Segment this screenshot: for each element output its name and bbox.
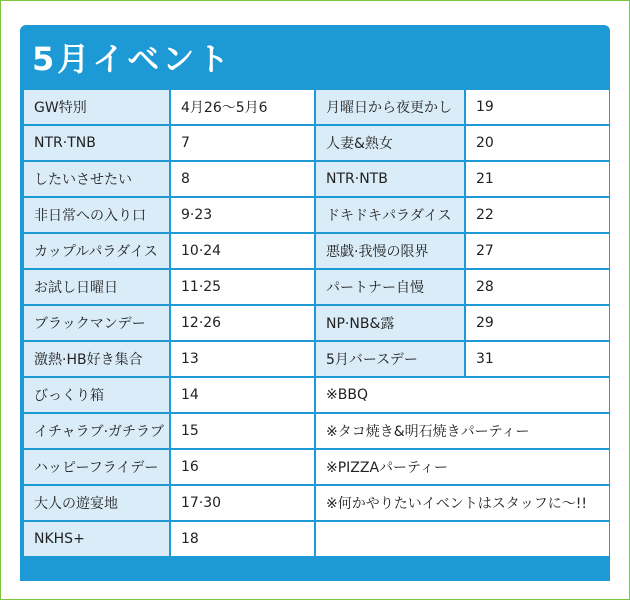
event-name: 5月バースデー bbox=[315, 341, 465, 377]
event-note: ※BBQ bbox=[315, 377, 610, 413]
table-row bbox=[23, 233, 610, 269]
event-date: 9·23 bbox=[170, 197, 315, 233]
event-note: ※何かやりたいイベントはスタッフに〜!! bbox=[315, 485, 610, 521]
event-name: ハッピーフライデー bbox=[23, 449, 170, 485]
event-date: 17·30 bbox=[170, 485, 315, 521]
event-date: 4月26〜5月6 bbox=[170, 89, 315, 125]
event-name: 激熱·HB好き集合 bbox=[23, 341, 170, 377]
table-row bbox=[23, 341, 610, 377]
event-date: 10·24 bbox=[170, 233, 315, 269]
event-table bbox=[22, 88, 610, 558]
event-name: GW特別 bbox=[23, 89, 170, 125]
table-row bbox=[23, 125, 610, 161]
event-date: 7 bbox=[170, 125, 315, 161]
event-name: NTR·NTB bbox=[315, 161, 465, 197]
event-date: 22 bbox=[465, 197, 610, 233]
event-note: ※PIZZAパーティー bbox=[315, 449, 610, 485]
table-row bbox=[23, 161, 610, 197]
event-date: 16 bbox=[170, 449, 315, 485]
table-row bbox=[23, 449, 610, 485]
event-name: NKHS+ bbox=[23, 521, 170, 557]
event-date: 14 bbox=[170, 377, 315, 413]
event-name: 月曜日から夜更かし bbox=[315, 89, 465, 125]
table-row bbox=[23, 197, 610, 233]
event-date: 19 bbox=[465, 89, 610, 125]
table-row bbox=[23, 377, 610, 413]
event-name: NP·NB&露 bbox=[315, 305, 465, 341]
event-name: びっくり箱 bbox=[23, 377, 170, 413]
event-name: パートナー自慢 bbox=[315, 269, 465, 305]
event-date: 27 bbox=[465, 233, 610, 269]
event-date: 11·25 bbox=[170, 269, 315, 305]
table-row bbox=[23, 521, 610, 557]
event-date: 31 bbox=[465, 341, 610, 377]
table-row bbox=[23, 269, 610, 305]
table-row bbox=[23, 89, 610, 125]
event-date: 8 bbox=[170, 161, 315, 197]
page-title: 5月イベント bbox=[32, 40, 233, 78]
event-name: 人妻&熟女 bbox=[315, 125, 465, 161]
event-name: 悪戯·我慢の限界 bbox=[315, 233, 465, 269]
table-row bbox=[23, 413, 610, 449]
event-note: ※タコ焼き&明石焼きパーティー bbox=[315, 413, 610, 449]
event-name: ドキドキパラダイス bbox=[315, 197, 465, 233]
event-date: 12·26 bbox=[170, 305, 315, 341]
event-date: 18 bbox=[170, 521, 315, 557]
event-name: イチャラブ·ガチラブ bbox=[23, 413, 170, 449]
event-panel bbox=[20, 25, 610, 581]
event-name: ブラックマンデー bbox=[23, 305, 170, 341]
event-date: 21 bbox=[465, 161, 610, 197]
event-name: 非日常への入り口 bbox=[23, 197, 170, 233]
event-note bbox=[315, 521, 610, 557]
event-date: 13 bbox=[170, 341, 315, 377]
event-name: したいさせたい bbox=[23, 161, 170, 197]
event-date: 20 bbox=[465, 125, 610, 161]
event-date: 29 bbox=[465, 305, 610, 341]
event-name: お試し日曜日 bbox=[23, 269, 170, 305]
table-row bbox=[23, 485, 610, 521]
table-row bbox=[23, 305, 610, 341]
event-date: 15 bbox=[170, 413, 315, 449]
event-date: 28 bbox=[465, 269, 610, 305]
event-name: NTR·TNB bbox=[23, 125, 170, 161]
event-name: 大人の遊宴地 bbox=[23, 485, 170, 521]
event-name: カップルパラダイス bbox=[23, 233, 170, 269]
